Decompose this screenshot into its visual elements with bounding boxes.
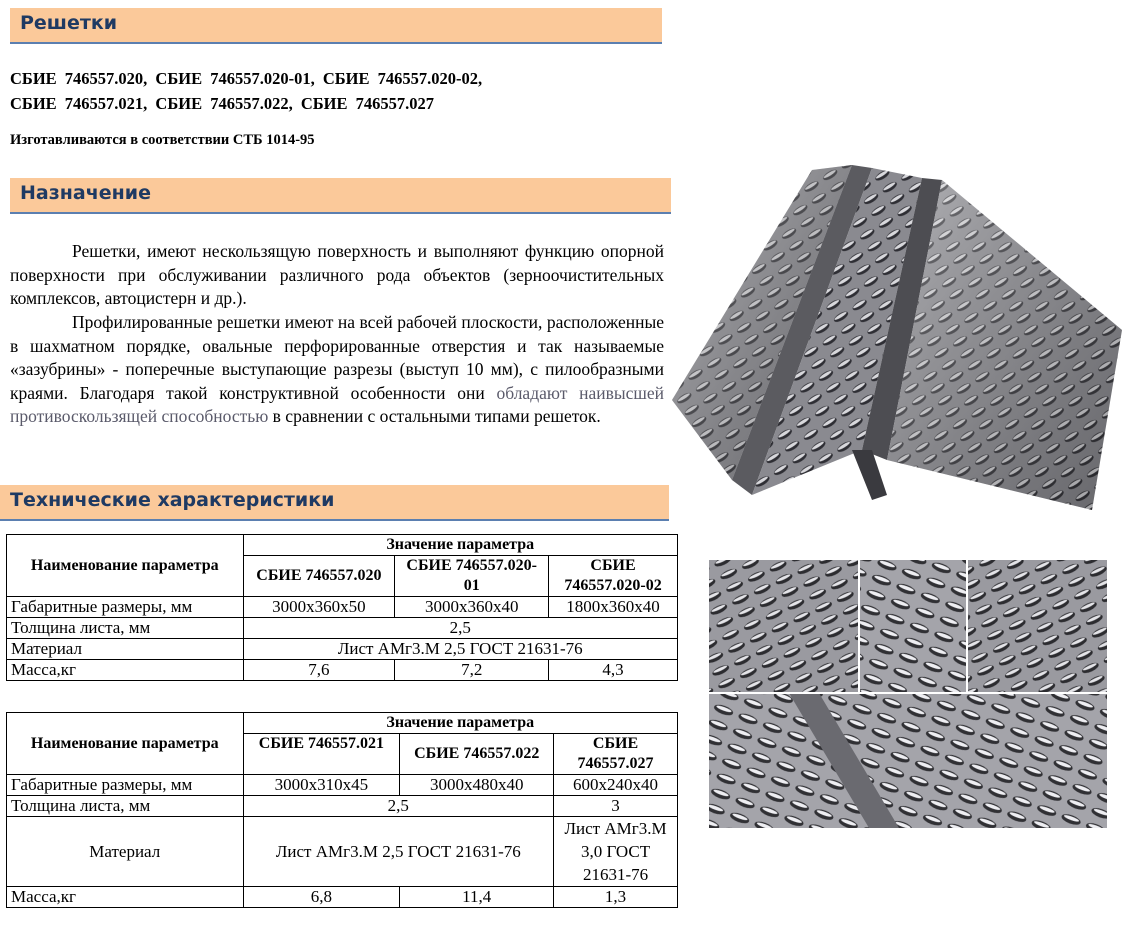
model-header: СБИЕ 746557.021 <box>243 734 400 775</box>
cell: 1800x360x40 <box>549 597 678 618</box>
model-header: СБИЕ 746557.020-02 <box>549 556 678 597</box>
purpose-paragraph-2 <box>10 311 664 429</box>
cell: 7,6 <box>243 660 395 681</box>
section-title: Решетки <box>20 12 118 34</box>
product-codes <box>10 66 670 116</box>
cell: 11,4 <box>400 887 554 908</box>
value-header: Значение параметра <box>243 713 677 734</box>
cell: 2,5 <box>243 618 678 639</box>
grate-photo-main <box>672 150 1132 520</box>
cell: 3000x480x40 <box>400 775 554 796</box>
cell: 6,8 <box>243 887 400 908</box>
model-header: СБИЕ 746557.027 <box>554 734 678 775</box>
cell: 1,3 <box>554 887 678 908</box>
param-header: Наименование параметра <box>7 713 244 775</box>
section-header-grates <box>10 8 662 44</box>
cell: 600x240x40 <box>554 775 678 796</box>
spec-table-1 <box>6 534 678 681</box>
cell: 3000x310x45 <box>243 775 400 796</box>
row-label: Габаритные размеры, мм <box>7 775 244 796</box>
standard-note: Изготавливаются в соответствии СТБ 1014-95 <box>10 132 315 148</box>
cell: Лист АМг3.М 2,5 ГОСТ 21631-76 <box>243 639 678 660</box>
section-title: Назначение <box>20 182 151 204</box>
cell: Лист АМг3.М 2,5 ГОСТ 21631-76 <box>243 817 554 887</box>
row-label: Материал <box>7 639 244 660</box>
text-span: Профилированные решетки имеют на всей рабочей плоскости, расположенные в шахматном порядке, овальные перфорированные отверстия и так называемые «зазубрины» - поперечные выступающие разрезы (выступ 10 мм), с пилообразными краями. Благодаря такой конструктивной особенности они <box>10 312 664 403</box>
section-title: Технические характеристики <box>10 489 335 511</box>
text-span-highlight: обладают наивысшей противоскользящей способностью <box>10 382 664 426</box>
row-label: Толщина листа, мм <box>7 796 244 817</box>
row-label: Габаритные размеры, мм <box>7 597 244 618</box>
purpose-paragraph-1: Решетки, имеют нескользящую поверхность и выполняют функцию опорной поверхности при обслуживании различного рода объектов (зерноочистительных комплексов, автоцистерн и др.). <box>10 241 664 308</box>
row-label: Толщина листа, мм <box>7 618 244 639</box>
model-header: СБИЕ 746557.020-01 <box>395 556 549 597</box>
grate-collage-illustration <box>709 560 1107 828</box>
cell: 3000x360x40 <box>395 597 549 618</box>
section-header-purpose <box>10 178 671 214</box>
codes-line: СБИЕ 746557.021, СБИЕ 746557.022, СБИЕ 746557.027 <box>10 94 434 113</box>
text-span: в сравнении с остальными типами решеток. <box>268 406 601 426</box>
codes-line: СБИЕ 746557.020, СБИЕ 746557.020-01, СБИЕ 746557.020-02, <box>10 69 483 88</box>
row-label: Масса,кг <box>7 660 244 681</box>
cell: 2,5 <box>243 796 554 817</box>
value-header: Значение параметра <box>243 535 678 556</box>
row-label: Материал <box>7 817 244 887</box>
model-header: СБИЕ 746557.020 <box>243 556 395 597</box>
grate-photo-collage <box>709 560 1107 828</box>
cell: 4,3 <box>549 660 678 681</box>
cell: 3 <box>554 796 678 817</box>
grate-illustration <box>672 150 1132 520</box>
section-header-specs <box>0 485 669 521</box>
param-header: Наименование параметра <box>7 535 244 597</box>
cell: 7,2 <box>395 660 549 681</box>
model-header: СБИЕ 746557.022 <box>400 734 554 775</box>
row-label: Масса,кг <box>7 887 244 908</box>
cell: Лист АМг3.М 3,0 ГОСТ 21631-76 <box>554 817 678 887</box>
spec-table-2 <box>6 712 678 908</box>
cell: 3000x360x50 <box>243 597 395 618</box>
